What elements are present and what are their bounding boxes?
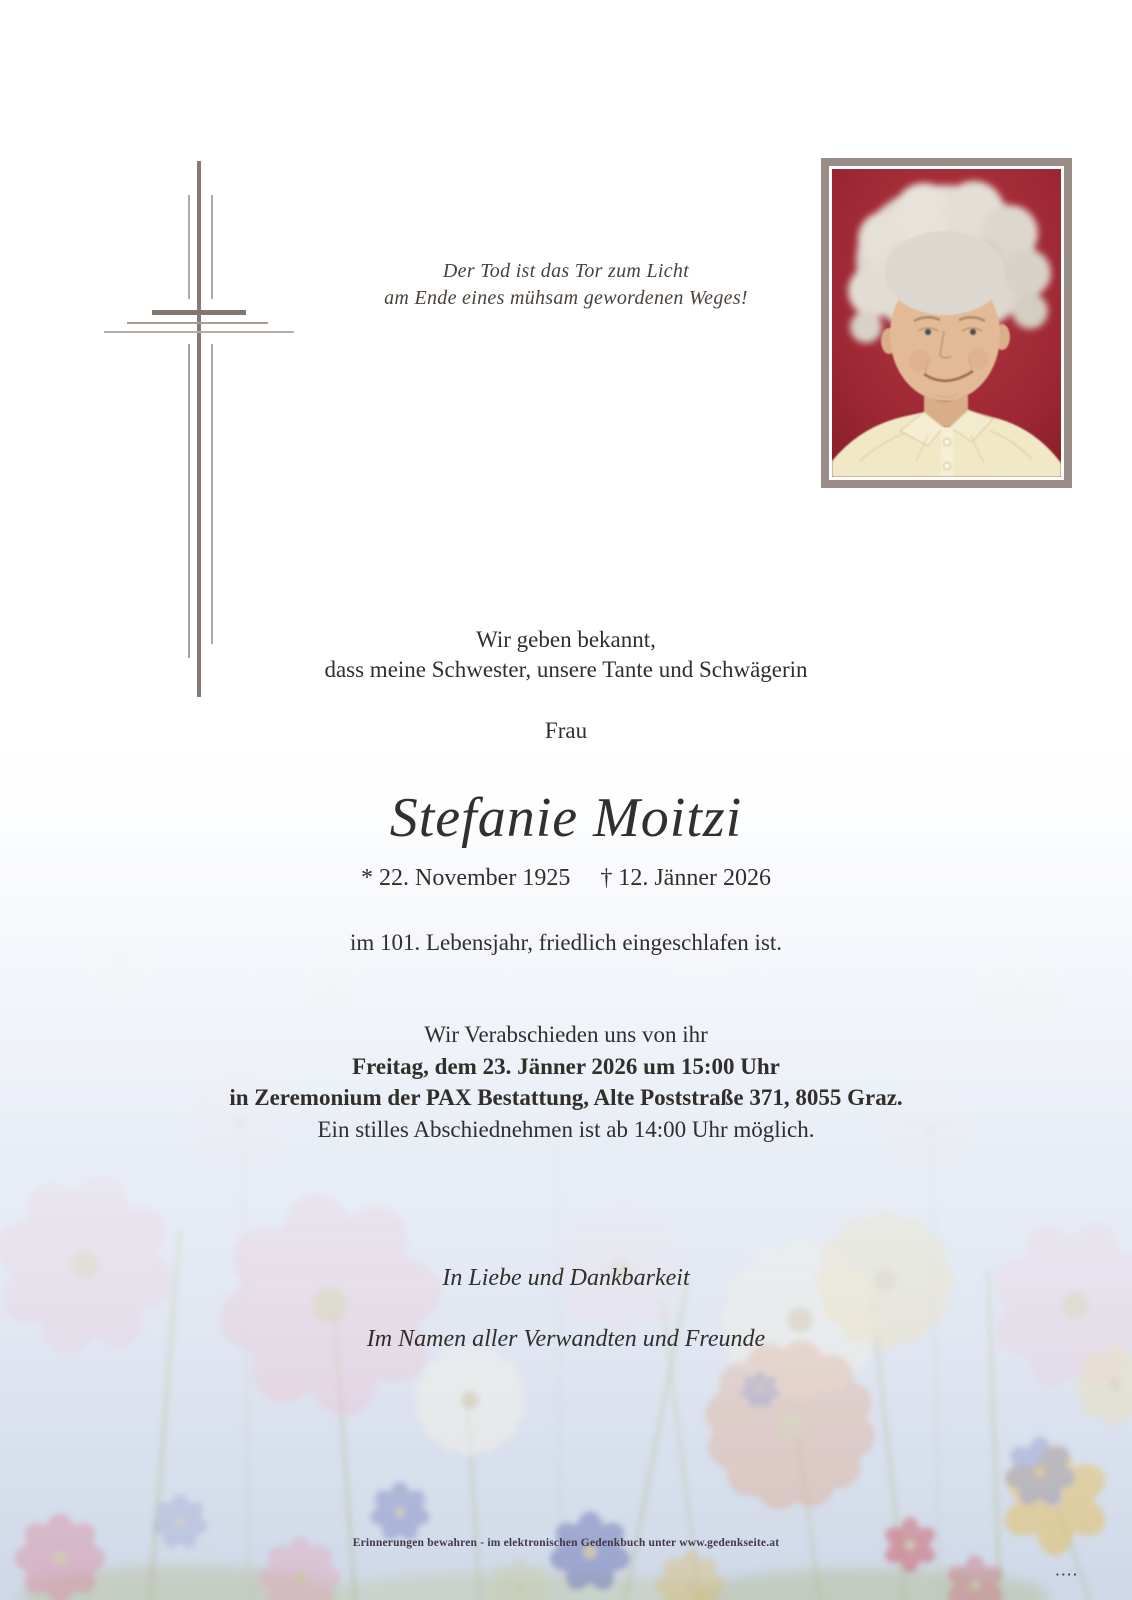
age-line: im 101. Lebensjahr, friedlich eingeschlafen ist. [349,930,783,955]
closing-line-1: In Liebe und Dankbarkeit [442,1265,690,1291]
farewell-note: Ein stilles Abschiednehmen ist ab 14:00 Uhr möglich. [317,1117,815,1142]
birth-date: * 22. November 1925 [361,865,571,891]
quote-line-1: Der Tod ist das Tor zum Licht [442,260,690,282]
farewell-location: in Zeremonium der PAX Bestattung, Alte Poststraße 371, 8055 Graz. [229,1085,903,1110]
deceased-name: Stefanie Moitzi [389,787,743,849]
cross-vertical-thin [188,344,190,658]
farewell-intro: Wir Verabschieden uns von ihr [424,1022,708,1047]
cross-horizontal-thin [127,322,268,324]
portrait-illustration [832,169,1061,477]
button [944,463,951,470]
farewell-datetime: Freitag, dem 23. Jänner 2026 um 15:00 Uhr [352,1054,780,1079]
flower-meadow-illustration [0,800,1132,1600]
flower-meadow-background [0,800,1132,1600]
life-dates [0,865,1132,893]
cross-horizontal-thin [104,331,294,333]
eye [925,329,931,335]
eye [970,329,976,335]
announcement-intro-1: Wir geben bekannt, [476,627,656,652]
portrait-photo [821,158,1072,488]
closing-line-2: Im Namen aller Verwandten und Freunde [366,1326,766,1352]
death-date: † 12. Jänner 2026 [600,865,771,891]
cross-icon [0,0,320,720]
salutation: Frau [544,718,588,743]
announcement-intro-2: dass meine Schwester, unsere Tante und Schwägerin [324,657,808,682]
button [944,439,951,446]
quote-line-2: am Ende eines mühsam gewordenen Weges! [384,287,748,309]
cross-vertical-thin [211,344,213,644]
memorial-book-note: Erinnerungen bewahren - im elektronischen Gedenkbuch unter www.gedenkseite.at [352,1537,780,1549]
corner-watermark: ▪▪▪▪ [1056,1570,1080,1579]
cross-vertical-main [197,161,201,697]
hairline [885,231,1005,315]
